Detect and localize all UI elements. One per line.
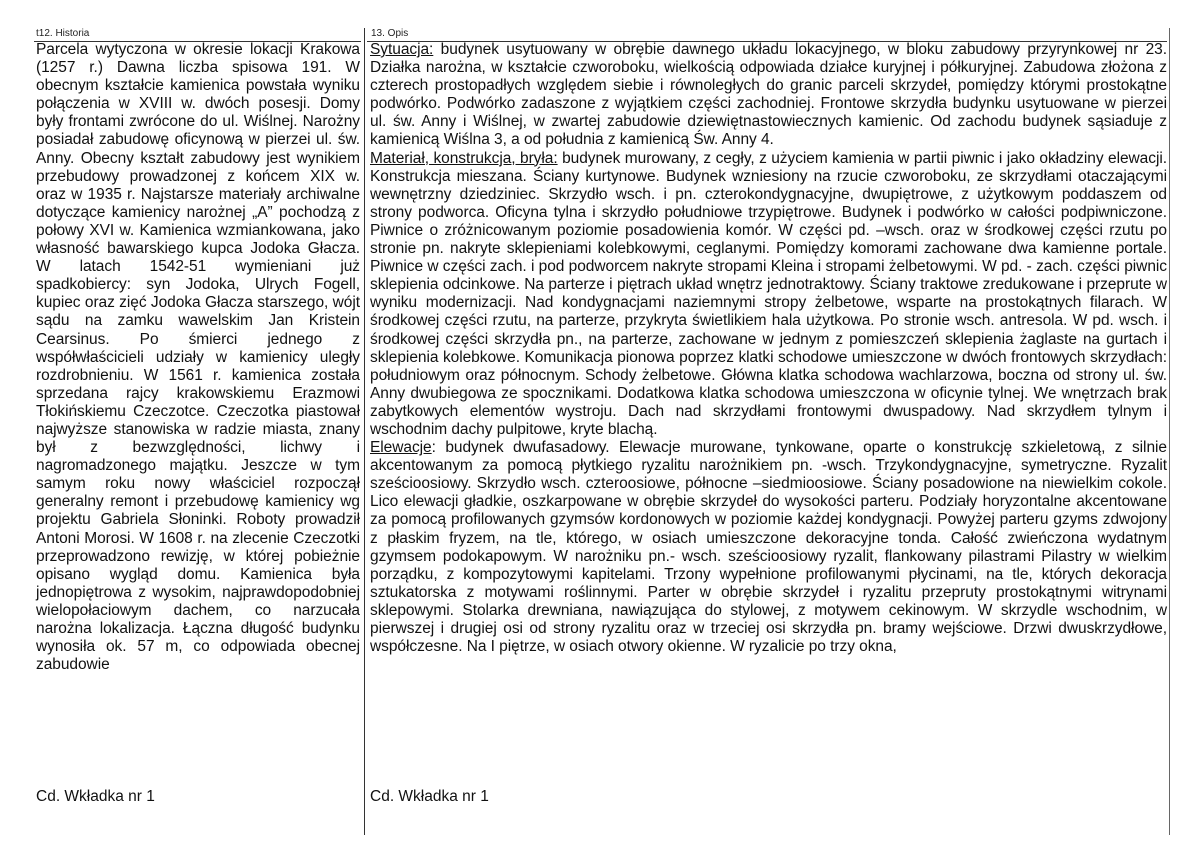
column-divider	[364, 28, 365, 835]
right-border	[1169, 28, 1170, 835]
history-paragraph: Parcela wytyczona w okresie lokacji Krakowa (1257 r.) Dawna liczba spisowa 191. W obecnym kształcie kamienica powstała wyniku połączenia w XVIII w. dwóch posesji. Domy były frontami zwrócone do ul. Wiślnej. Narożny posiadał zabudowę oficynową w pierzei ul. św. Anny. Obecny kształt zabudowy jest wynikiem przebudowy prowadzonej z końcem XIX w. oraz w 1935 r. Najstarsze materiały archiwalne dotyczące kamienicy narożnej „A” pochodzą z połowy XVI w. Kamienica wzmiankowana, jako własność bawarskiego kupca Jodoka Głacza. W latach 1542-51 wymieniani już spadkobiercy: syn Jodoka, Ulrych Fogell, kupiec oraz zięć Jodoka Głacza starszego, wójt sądu na zamku wawelskim Jan Kristein Cearsinus. Po śmierci jednego z współwłaścicieli udziały w kamienicy uległy rozdrobnieniu. W 1561 r. kamienica została sprzedana rajcy krakowskiemu Erazmowi Tłokińskiemu Czeczotce. Czeczotka piastował najwyższe stanowiska w radzie miasta, znany był z bezwzględności, lichwy i nagromadzonego majątku. Jeszcze w tym samym roku nowy właściciel rozpoczął generalny remont i przebudowę kamienicy wg projektu Gabriela Słoninki. Roboty prowadził Antoni Morosi. W 1608 r. na zlecenie Czeczotki przeprowadzono rewizję, w której pobieżnie opisano wygląd domu. Kamienica była jednopiętrowa z wysokim, najprawdopodobniej wielopołaciowym dachem, co narzucała narożna lokalizacja. Łączna długość budynku wynosiła ok. 57 m, co odpowiada obecnej zabudowie	[36, 41, 360, 674]
history-header: t12. Historia	[36, 28, 90, 39]
construction-text: budynek murowany, z cegły, z użyciem kamienia w partii piwnic i jako okładziny elewacji. Konstrukcja mieszana. Ściany kurtynowe. Budynek wzniesiony na rzucie czworoboku, ze skrzydłami otaczającymi wewnętrzny dziedziniec. Skrzydło wsch. i pn. czterokondygnacyjne, dwupiętrowe, z użytkowym poddaszem od strony podworca. Oficyna tylna i skrzydło południowe trzypiętrowe. Budynek i podwórko w całości podpiwniczone. Piwnice o zróżnicowanym poziomie posadowienia komór. W części pd. –wsch. oraz w środkowej części rzutu po stronie pn. nakryte sklepieniami kolebkowymi, ceglanymi. Pomiędzy komorami zachowane dwa kamienne portale. Piwnice w części zach. i pod podworcem nakryte stropami Kleina i stropami żelbetowymi. W pd. - zach. części piwnic sklepienia odcinkowe. Na parterze i piętrach układ wnętrz jednotraktowy. Ściany traktowe zredukowane i przeprute w wyniku modernizacji. Nad kondygnacjami naziemnymi stropy żelbetowe, wsparte na prostokątnych filarach. W środkowej części rzutu, na parterze, przykryta świetlikiem hala użytkowa. Po stronie wsch. antresola. W pd. wsch. i środkowej części skrzydła pn., na parterze, zachowane w jednym z pomieszczeń sklepienia żaglaste na gurtach i sklepienia kolebkowe. Komunikacja pionowa poprzez klatki schodowe umieszczone w dwóch frontowych skrzydłach: południowym oraz północnym. Schody żelbetowe. Główna klatka schodowa wachlarzowa, boczna od strony ul. św. Anny dwubiegowa ze spocznikami. Dodatkowa klatka schodowa umieszczona w oficynie tylnej. We wnętrzach brak zabytkowych elementów wystroju. Dach nad skrzydłami frontowymi dwuspadowy. Nad skrzydłem tylnym i wschodnim dachy pulpitowe, kryte blachą.	[370, 149, 1167, 438]
construction-label: Materiał, konstrukcja, bryła:	[370, 149, 558, 167]
situation-label: Sytuacja:	[370, 41, 434, 58]
elevations-label: Elewacje	[370, 439, 432, 457]
history-text	[36, 41, 360, 674]
situation-paragraph	[370, 41, 1167, 150]
elevations-text: : budynek dwufasadowy. Elewacje murowane, tynkowane, oparte o konstrukcję szkieletową, z silnie akcentowanym za pomocą płytkiego ryzalitu narożnikiem pn. -wsch. Trzykondygnacyjne, symetryczne. Ryzalit sześcioosiowy. Skrzydło wsch. czteroosiowe, północne –siedmioosiowe. Ściany posadowione na niewielkim cokole. Lico elewacji gładkie, oszkarpowane w obrębie skrzydeł do wysokości parteru. Podziały horyzontalne akcentowane za pomocą profilowanych gzymsów kordonowych w poziomie każdej kondygnacji. Powyżej parteru gzyms zdwojony z płaskim fryzem, na tle, którego, w osiach umieszczone dekoracyjne tonda. Całość zwieńczona wydatnym gzymsem podokapowym. W narożniku pn.- wsch. sześcioosiowy ryzalit, flankowany pilastrami Pilastry w wielkim porządku, z kompozytowymi kapitelami. Trzony wypełnione profilowanymi płycinami, na tle, których dekoracja sztukatorska z motywami roślinnymi. Parter w obrębie skrzydeł i ryzalitu przepruty prostokątnymi witrynami sklepowymi. Stolarka drewniana, nawiązująca do stylowej, z motywem cekinowym. W skrzydle wschodnim, w pierwszej i drugiej osi od strony ryzalitu oraz w trzeciej osi skrzydła pn. bramy wejściowe. Drzwi dwuskrzydłowe, współczesne. Na I piętrze, w osiach otwory okienne. W ryzalicie po trzy okna,	[370, 439, 1167, 656]
construction-paragraph	[370, 150, 1167, 440]
elevations-paragraph	[370, 439, 1167, 656]
description-header: 13. Opis	[371, 28, 409, 39]
history-continuation-note: Cd. Wkładka nr 1	[36, 788, 155, 805]
description-continuation-note: Cd. Wkładka nr 1	[370, 788, 489, 805]
situation-text: budynek usytuowany w obrębie dawnego układu lokacyjnego, w bloku zabudowy przyrynkowej nr 23. Działka narożna, w kształcie czworoboku, wielkością odpowiada działce kuryjnej i półkuryjnej. Zabudowa złożona z czterech prostopadłych względem siebie i równoległych do granic parceli skrzydeł, pomiędzy którymi prostokątne podwórko. Podwórko zadaszone z wyjątkiem części zachodniej. Frontowe skrzydła budynku usytuowane w pierzei ul. św. Anny i Wiślnej, w zwartej zabudowie dziewiętnastowiecznych kamienic. Od zachodu budynek sąsiaduje z kamienicą Wiślna 3, a od południa z kamienicą Św. Anny 4.	[370, 41, 1167, 149]
description-text	[370, 41, 1167, 656]
